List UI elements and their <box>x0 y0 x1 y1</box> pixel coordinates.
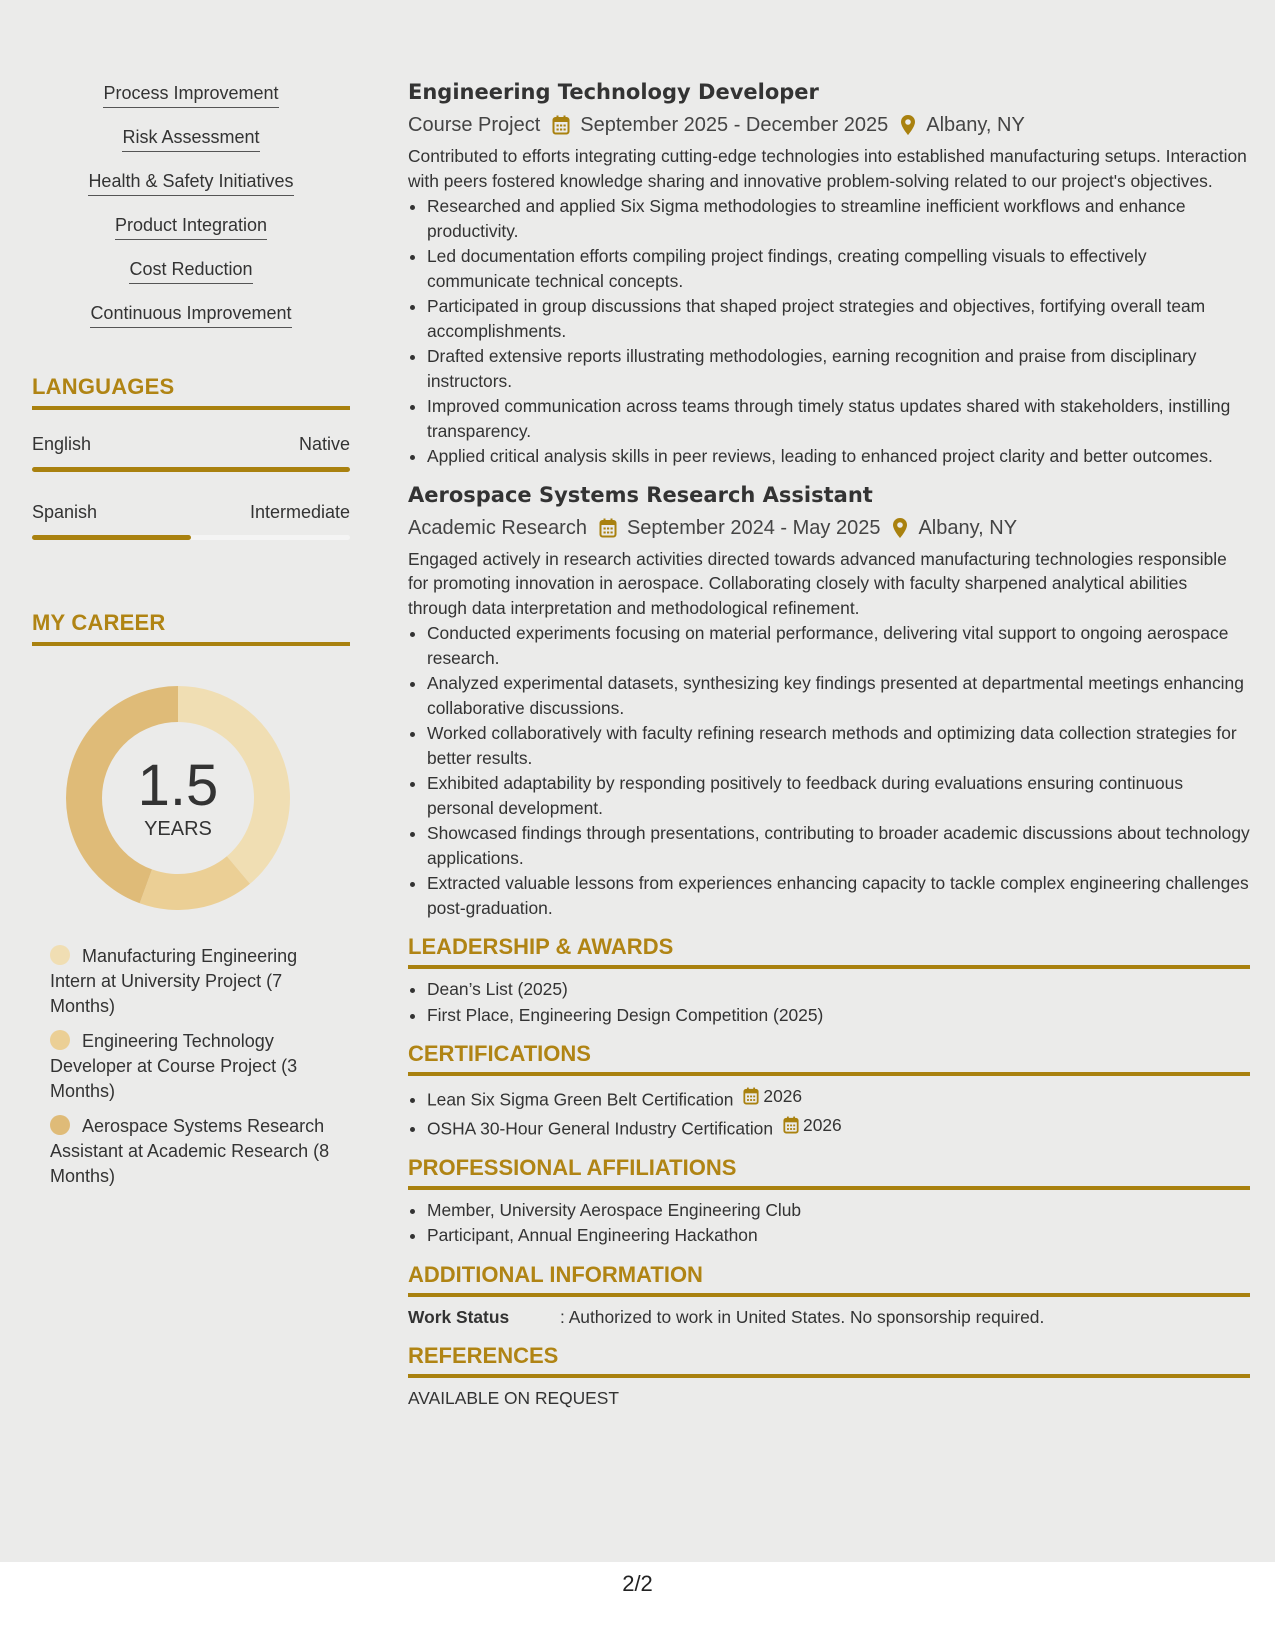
list-item: • Applied critical analysis skills in peer reviews, leading to enhanced project clarity and better outcomes. <box>427 444 1250 469</box>
calendar-icon <box>783 1116 799 1134</box>
location-pin-icon <box>900 114 916 136</box>
legend-dot-icon <box>50 1115 70 1135</box>
career-legend-item <box>50 1114 340 1189</box>
career-legend <box>50 944 340 1189</box>
language-bar-fill <box>32 467 350 472</box>
career-legend-item <box>50 944 340 1019</box>
language-spanish <box>32 502 350 540</box>
affiliations-list <box>408 1198 1250 1248</box>
calendar-icon <box>743 1087 759 1105</box>
language-level: Intermediate <box>249 502 350 522</box>
skill-item: Process Improvement <box>103 82 278 108</box>
affiliations-heading: PROFESSIONAL AFFILIATIONS <box>408 1155 1250 1190</box>
list-item: • Extracted valuable lessons from experiences enhancing capacity to tackle complex engineering challenges post-graduation. <box>427 871 1250 920</box>
job-bullets <box>408 621 1250 920</box>
career-unit: YEARS <box>144 817 212 840</box>
language-bar <box>32 535 350 540</box>
list-item: • Improved communication across teams through timely status updates shared with stakeholders, instilling transparency. <box>427 394 1250 443</box>
list-item: • Exhibited adaptability by responding positively to feedback during evaluations ensuring continuous personal development. <box>427 771 1250 820</box>
certifications-heading: CERTIFICATIONS <box>408 1041 1250 1076</box>
skills-list <box>32 82 350 346</box>
experience-entry <box>408 481 1250 921</box>
language-english <box>32 434 350 472</box>
language-bar <box>32 467 350 472</box>
sidebar <box>32 82 350 1199</box>
certification-name: Lean Six Sigma Green Belt Certification <box>427 1089 734 1110</box>
list-item: • Participant, Annual Engineering Hackathon <box>427 1223 1250 1248</box>
list-item: • Member, University Aerospace Engineering Club <box>427 1198 1250 1223</box>
legend-dot-icon <box>50 945 70 965</box>
skill-item: Continuous Improvement <box>90 302 291 328</box>
career-legend-label: Aerospace Systems Research Assistant at Academic Research (8 Months) <box>50 1116 330 1186</box>
references-heading: REFERENCES <box>408 1343 1250 1378</box>
list-item: • Showcased findings through presentations, contributing to broader academic discussions about technology applications. <box>427 821 1250 870</box>
leadership-heading: LEADERSHIP & AWARDS <box>408 934 1250 969</box>
skill-item: Risk Assessment <box>122 126 259 152</box>
job-meta <box>408 112 1250 138</box>
list-item: • Dean’s List (2025) <box>427 977 1250 1002</box>
list-item: • Analyzed experimental datasets, synthesizing key findings presented at departmental meetings enhancing collaborative discussions. <box>427 671 1250 720</box>
leadership-list <box>408 977 1250 1027</box>
work-status-label: Work Status <box>408 1306 510 1327</box>
experience-entry <box>408 78 1250 469</box>
career-legend-item <box>50 1029 340 1104</box>
career-legend-label: Engineering Technology Developer at Course Project (3 Months) <box>50 1031 298 1101</box>
page-number: 2/2 <box>622 1571 653 1596</box>
job-description: Contributed to efforts integrating cutting-edge technologies into established manufacturing setups. Interaction with peers fostered knowledge sharing and innovative problem-solving related to our project's objectives. <box>408 146 1247 191</box>
certifications-list <box>408 1084 1250 1141</box>
job-dates: September 2025 - December 2025 <box>580 114 889 136</box>
job-location: Albany, NY <box>918 516 1018 539</box>
list-item: • Drafted extensive reports illustrating methodologies, earning recognition and praise from disciplinary instructors. <box>427 344 1250 393</box>
job-org: Academic Research <box>408 516 587 539</box>
list-item: • Participated in group discussions that shaped project strategies and objectives, fortifying overall team accomplishments. <box>427 294 1250 343</box>
list-item: • First Place, Engineering Design Competition (2025) <box>427 1003 1250 1028</box>
career-donut-chart <box>66 686 290 910</box>
calendar-icon <box>599 518 617 538</box>
references-text: AVAILABLE ON REQUEST <box>408 1387 620 1408</box>
career-legend-label: Manufacturing Engineering Intern at University Project (7 Months) <box>50 946 298 1016</box>
job-description: Engaged actively in research activities directed towards advanced manufacturing technologies responsible for promoting innovation in aerospace. Collaborating closely with faculty sharpened analytical abilities through data interpretation and methodological refinement. <box>408 548 1227 618</box>
main-content <box>408 78 1250 1410</box>
career-total: 1.5 <box>137 752 219 818</box>
list-item <box>427 1084 1250 1112</box>
skill-item: Cost Reduction <box>129 258 252 284</box>
list-item: • Conducted experiments focusing on material performance, delivering vital support to ongoing aerospace research. <box>427 621 1250 670</box>
calendar-icon <box>552 115 570 135</box>
career-heading: MY CAREER <box>32 610 350 646</box>
legend-dot-icon <box>50 1030 70 1050</box>
languages-heading: LANGUAGES <box>32 374 350 410</box>
skill-item: Product Integration <box>115 214 267 240</box>
list-item: • Led documentation efforts compiling project findings, creating compelling visuals to effectively communicate technical concepts. <box>427 244 1250 293</box>
work-status-row <box>408 1305 1250 1329</box>
language-name: Spanish <box>32 502 98 522</box>
job-org: Course Project <box>408 114 541 136</box>
job-bullets <box>408 194 1250 469</box>
language-name: English <box>32 434 92 454</box>
job-meta <box>408 515 1250 541</box>
certification-year: 2026 <box>803 1114 842 1135</box>
job-title: Aerospace Systems Research Assistant <box>408 482 873 507</box>
language-bar-fill <box>32 535 191 540</box>
certification-name: OSHA 30-Hour General Industry Certification <box>427 1118 774 1138</box>
job-title: Engineering Technology Developer <box>408 80 819 104</box>
list-item: • Worked collaboratively with faculty refining research methods and optimizing data collection strategies for better results. <box>427 721 1250 770</box>
certification-year: 2026 <box>763 1086 803 1106</box>
additional-info-heading: ADDITIONAL INFORMATION <box>408 1262 1250 1297</box>
job-location: Albany, NY <box>926 114 1025 136</box>
job-dates: September 2024 - May 2025 <box>626 516 881 539</box>
skill-item: Health & Safety Initiatives <box>88 170 293 196</box>
language-level: Native <box>298 434 350 454</box>
list-item: • Researched and applied Six Sigma methodologies to streamline inefficient workflows and enhance productivity. <box>427 194 1250 243</box>
list-item <box>427 1113 1250 1141</box>
location-pin-icon <box>892 517 908 539</box>
work-status-value: : Authorized to work in United States. No sponsorship required. <box>560 1306 1045 1327</box>
